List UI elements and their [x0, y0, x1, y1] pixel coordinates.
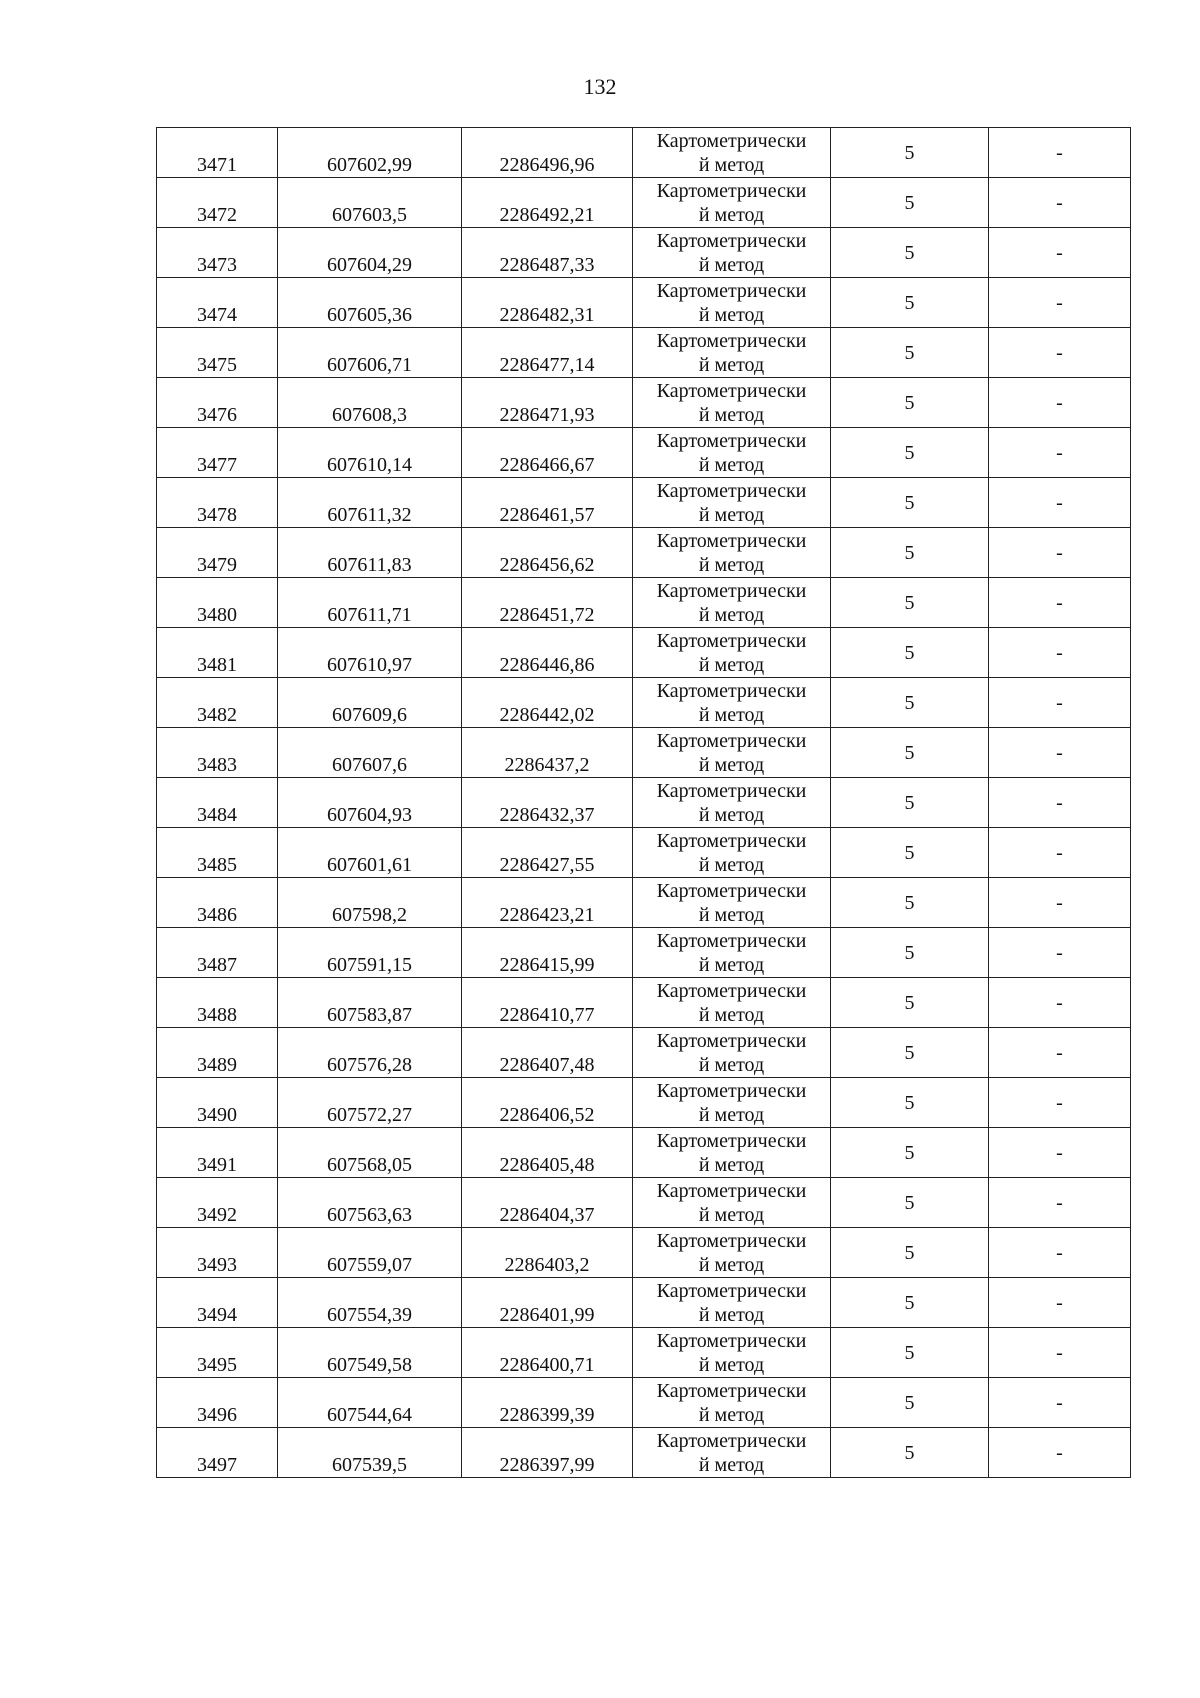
method-text-line1: Картометрически [656, 829, 807, 852]
method-cell [633, 128, 831, 178]
method-text-line2: й метод [698, 1403, 765, 1426]
note-cell: - [989, 778, 1131, 828]
accuracy-cell: 5 [831, 1028, 989, 1078]
note-cell: - [989, 328, 1131, 378]
x-coordinate-cell: 607539,5 [278, 1428, 462, 1478]
y-coordinate-cell: 2286446,86 [462, 628, 633, 678]
method-cell [633, 728, 831, 778]
y-coordinate-cell: 2286401,99 [462, 1278, 633, 1328]
y-coordinate-cell: 2286482,31 [462, 278, 633, 328]
note-cell: - [989, 678, 1131, 728]
note-cell: - [989, 1428, 1131, 1478]
x-coordinate-cell: 607554,39 [278, 1278, 462, 1328]
point-number-cell: 3491 [157, 1128, 278, 1178]
method-cell [633, 528, 831, 578]
method-text-line2: й метод [698, 1303, 765, 1326]
x-coordinate-cell: 607611,83 [278, 528, 462, 578]
method-text-line1: Картометрически [656, 1129, 807, 1152]
method-text-line2: й метод [698, 1003, 765, 1026]
point-number-cell: 3487 [157, 928, 278, 978]
note-cell: - [989, 978, 1131, 1028]
y-coordinate-cell: 2286496,96 [462, 128, 633, 178]
y-coordinate-cell: 2286400,71 [462, 1328, 633, 1378]
accuracy-cell: 5 [831, 178, 989, 228]
note-cell: - [989, 1278, 1131, 1328]
y-coordinate-cell: 2286415,99 [462, 928, 633, 978]
y-coordinate-cell: 2286461,57 [462, 478, 633, 528]
accuracy-cell: 5 [831, 1378, 989, 1428]
y-coordinate-cell: 2286406,52 [462, 1078, 633, 1128]
x-coordinate-cell: 607609,6 [278, 678, 462, 728]
y-coordinate-cell: 2286407,48 [462, 1028, 633, 1078]
table-row [157, 878, 1131, 928]
method-text-line1: Картометрически [656, 579, 807, 602]
y-coordinate-cell: 2286423,21 [462, 878, 633, 928]
note-cell: - [989, 1128, 1131, 1178]
note-cell: - [989, 878, 1131, 928]
point-number-cell: 3484 [157, 778, 278, 828]
y-coordinate-cell: 2286432,37 [462, 778, 633, 828]
note-cell: - [989, 428, 1131, 478]
method-text-line2: й метод [698, 703, 765, 726]
method-text-line1: Картометрически [656, 979, 807, 1002]
point-number-cell: 3480 [157, 578, 278, 628]
table-row [157, 578, 1131, 628]
note-cell: - [989, 278, 1131, 328]
accuracy-cell: 5 [831, 728, 989, 778]
table-row [157, 278, 1131, 328]
accuracy-cell: 5 [831, 428, 989, 478]
y-coordinate-cell: 2286404,37 [462, 1178, 633, 1228]
note-cell: - [989, 1178, 1131, 1228]
method-cell [633, 378, 831, 428]
method-text-line1: Картометрически [656, 779, 807, 802]
x-coordinate-cell: 607572,27 [278, 1078, 462, 1128]
y-coordinate-cell: 2286477,14 [462, 328, 633, 378]
table-row [157, 1228, 1131, 1278]
method-cell [633, 1228, 831, 1278]
accuracy-cell: 5 [831, 928, 989, 978]
accuracy-cell: 5 [831, 1278, 989, 1328]
x-coordinate-cell: 607604,29 [278, 228, 462, 278]
note-cell: - [989, 528, 1131, 578]
table-row [157, 1278, 1131, 1328]
y-coordinate-cell: 2286471,93 [462, 378, 633, 428]
point-number-cell: 3482 [157, 678, 278, 728]
method-cell [633, 1428, 831, 1478]
method-text-line2: й метод [698, 1153, 765, 1176]
point-number-cell: 3488 [157, 978, 278, 1028]
method-cell [633, 1328, 831, 1378]
point-number-cell: 3472 [157, 178, 278, 228]
method-text-line1: Картометрически [656, 1229, 807, 1252]
table-row [157, 528, 1131, 578]
table-row [157, 428, 1131, 478]
point-number-cell: 3495 [157, 1328, 278, 1378]
x-coordinate-cell: 607583,87 [278, 978, 462, 1028]
method-text-line1: Картометрически [656, 729, 807, 752]
method-cell [633, 878, 831, 928]
y-coordinate-cell: 2286403,2 [462, 1228, 633, 1278]
point-number-cell: 3471 [157, 128, 278, 178]
method-cell [633, 428, 831, 478]
y-coordinate-cell: 2286442,02 [462, 678, 633, 728]
accuracy-cell: 5 [831, 1328, 989, 1378]
method-cell [633, 1178, 831, 1228]
x-coordinate-cell: 607601,61 [278, 828, 462, 878]
x-coordinate-cell: 607576,28 [278, 1028, 462, 1078]
note-cell: - [989, 228, 1131, 278]
table-row [157, 1378, 1131, 1428]
method-cell [633, 1378, 831, 1428]
accuracy-cell: 5 [831, 778, 989, 828]
accuracy-cell: 5 [831, 578, 989, 628]
method-text-line2: й метод [698, 453, 765, 476]
table-row [157, 978, 1131, 1028]
table-row [157, 1028, 1131, 1078]
method-cell [633, 478, 831, 528]
x-coordinate-cell: 607568,05 [278, 1128, 462, 1178]
table-row [157, 378, 1131, 428]
x-coordinate-cell: 607611,32 [278, 478, 462, 528]
table-row [157, 228, 1131, 278]
table-row [157, 1128, 1131, 1178]
x-coordinate-cell: 607610,14 [278, 428, 462, 478]
accuracy-cell: 5 [831, 128, 989, 178]
method-text-line2: й метод [698, 753, 765, 776]
method-text-line1: Картометрически [656, 629, 807, 652]
method-text-line1: Картометрически [656, 379, 807, 402]
table-row [157, 178, 1131, 228]
x-coordinate-cell: 607608,3 [278, 378, 462, 428]
point-number-cell: 3477 [157, 428, 278, 478]
method-text-line1: Картометрически [656, 1379, 807, 1402]
accuracy-cell: 5 [831, 628, 989, 678]
point-number-cell: 3490 [157, 1078, 278, 1128]
x-coordinate-cell: 607607,6 [278, 728, 462, 778]
note-cell: - [989, 1228, 1131, 1278]
method-text-line2: й метод [698, 603, 765, 626]
point-number-cell: 3485 [157, 828, 278, 878]
accuracy-cell: 5 [831, 678, 989, 728]
method-cell [633, 278, 831, 328]
y-coordinate-cell: 2286437,2 [462, 728, 633, 778]
coordinates-table-body [157, 128, 1131, 1478]
y-coordinate-cell: 2286397,99 [462, 1428, 633, 1478]
x-coordinate-cell: 607606,71 [278, 328, 462, 378]
method-text-line2: й метод [698, 1453, 765, 1476]
note-cell: - [989, 1078, 1131, 1128]
method-cell [633, 778, 831, 828]
table-row [157, 928, 1131, 978]
method-text-line2: й метод [698, 903, 765, 926]
y-coordinate-cell: 2286427,55 [462, 828, 633, 878]
method-text-line1: Картометрически [656, 1279, 807, 1302]
method-text-line1: Картометрически [656, 529, 807, 552]
method-text-line1: Картометрически [656, 129, 807, 152]
method-cell [633, 928, 831, 978]
x-coordinate-cell: 607598,2 [278, 878, 462, 928]
method-cell [633, 678, 831, 728]
point-number-cell: 3497 [157, 1428, 278, 1478]
note-cell: - [989, 1378, 1131, 1428]
method-text-line2: й метод [698, 1053, 765, 1076]
x-coordinate-cell: 607604,93 [278, 778, 462, 828]
table-row [157, 328, 1131, 378]
method-text-line1: Картометрически [656, 1329, 807, 1352]
x-coordinate-cell: 607610,97 [278, 628, 462, 678]
method-text-line2: й метод [698, 1103, 765, 1126]
accuracy-cell: 5 [831, 378, 989, 428]
note-cell: - [989, 378, 1131, 428]
method-cell [633, 1278, 831, 1328]
method-text-line2: й метод [698, 503, 765, 526]
accuracy-cell: 5 [831, 328, 989, 378]
accuracy-cell: 5 [831, 978, 989, 1028]
table-row [157, 1428, 1131, 1478]
note-cell: - [989, 928, 1131, 978]
note-cell: - [989, 178, 1131, 228]
table-row [157, 728, 1131, 778]
note-cell: - [989, 728, 1131, 778]
method-text-line1: Картометрически [656, 1029, 807, 1052]
note-cell: - [989, 1028, 1131, 1078]
x-coordinate-cell: 607605,36 [278, 278, 462, 328]
method-cell [633, 1078, 831, 1128]
method-text-line1: Картометрически [656, 179, 807, 202]
x-coordinate-cell: 607611,71 [278, 578, 462, 628]
y-coordinate-cell: 2286466,67 [462, 428, 633, 478]
point-number-cell: 3492 [157, 1178, 278, 1228]
method-text-line2: й метод [698, 803, 765, 826]
method-cell [633, 328, 831, 378]
method-text-line2: й метод [698, 1353, 765, 1376]
point-number-cell: 3481 [157, 628, 278, 678]
y-coordinate-cell: 2286492,21 [462, 178, 633, 228]
method-text-line2: й метод [698, 953, 765, 976]
method-text-line2: й метод [698, 403, 765, 426]
y-coordinate-cell: 2286399,39 [462, 1378, 633, 1428]
method-text-line1: Картометрически [656, 879, 807, 902]
page-number: 132 [583, 74, 617, 99]
method-cell [633, 828, 831, 878]
table-row [157, 128, 1131, 178]
note-cell: - [989, 578, 1131, 628]
table-row [157, 478, 1131, 528]
method-text-line2: й метод [698, 153, 765, 176]
accuracy-cell: 5 [831, 1078, 989, 1128]
x-coordinate-cell: 607544,64 [278, 1378, 462, 1428]
x-coordinate-cell: 607602,99 [278, 128, 462, 178]
method-text-line1: Картометрически [656, 929, 807, 952]
note-cell: - [989, 128, 1131, 178]
method-cell [633, 228, 831, 278]
method-cell [633, 1128, 831, 1178]
y-coordinate-cell: 2286487,33 [462, 228, 633, 278]
note-cell: - [989, 828, 1131, 878]
accuracy-cell: 5 [831, 528, 989, 578]
point-number-cell: 3486 [157, 878, 278, 928]
table-row [157, 828, 1131, 878]
point-number-cell: 3479 [157, 528, 278, 578]
accuracy-cell: 5 [831, 1228, 989, 1278]
table-row [157, 678, 1131, 728]
accuracy-cell: 5 [831, 1428, 989, 1478]
method-text-line2: й метод [698, 353, 765, 376]
method-text-line1: Картометрически [656, 1179, 807, 1202]
note-cell: - [989, 1328, 1131, 1378]
point-number-cell: 3476 [157, 378, 278, 428]
x-coordinate-cell: 607563,63 [278, 1178, 462, 1228]
method-cell [633, 1028, 831, 1078]
x-coordinate-cell: 607603,5 [278, 178, 462, 228]
y-coordinate-cell: 2286405,48 [462, 1128, 633, 1178]
point-number-cell: 3483 [157, 728, 278, 778]
method-cell [633, 978, 831, 1028]
method-text-line1: Картометрически [656, 1429, 807, 1452]
note-cell: - [989, 478, 1131, 528]
coordinates-table [156, 127, 1131, 1478]
table-row [157, 1178, 1131, 1228]
x-coordinate-cell: 607549,58 [278, 1328, 462, 1378]
accuracy-cell: 5 [831, 478, 989, 528]
y-coordinate-cell: 2286410,77 [462, 978, 633, 1028]
x-coordinate-cell: 607559,07 [278, 1228, 462, 1278]
accuracy-cell: 5 [831, 1178, 989, 1228]
point-number-cell: 3474 [157, 278, 278, 328]
point-number-cell: 3473 [157, 228, 278, 278]
accuracy-cell: 5 [831, 878, 989, 928]
method-text-line2: й метод [698, 853, 765, 876]
method-text-line2: й метод [698, 203, 765, 226]
method-text-line1: Картометрически [656, 429, 807, 452]
accuracy-cell: 5 [831, 228, 989, 278]
accuracy-cell: 5 [831, 828, 989, 878]
method-text-line1: Картометрически [656, 229, 807, 252]
method-text-line2: й метод [698, 1203, 765, 1226]
table-row [157, 1328, 1131, 1378]
x-coordinate-cell: 607591,15 [278, 928, 462, 978]
note-cell: - [989, 628, 1131, 678]
point-number-cell: 3475 [157, 328, 278, 378]
point-number-cell: 3494 [157, 1278, 278, 1328]
method-text-line1: Картометрически [656, 679, 807, 702]
table-row [157, 778, 1131, 828]
method-text-line1: Картометрически [656, 1079, 807, 1102]
y-coordinate-cell: 2286456,62 [462, 528, 633, 578]
method-text-line2: й метод [698, 553, 765, 576]
method-text-line2: й метод [698, 253, 765, 276]
accuracy-cell: 5 [831, 1128, 989, 1178]
method-cell [633, 628, 831, 678]
method-cell [633, 178, 831, 228]
point-number-cell: 3493 [157, 1228, 278, 1278]
method-text-line2: й метод [698, 1253, 765, 1276]
method-text-line2: й метод [698, 653, 765, 676]
method-text-line1: Картометрически [656, 329, 807, 352]
point-number-cell: 3496 [157, 1378, 278, 1428]
method-text-line1: Картометрически [656, 479, 807, 502]
table-row [157, 628, 1131, 678]
table-row [157, 1078, 1131, 1128]
method-cell [633, 578, 831, 628]
method-text-line1: Картометрически [656, 279, 807, 302]
method-text-line2: й метод [698, 303, 765, 326]
point-number-cell: 3478 [157, 478, 278, 528]
accuracy-cell: 5 [831, 278, 989, 328]
y-coordinate-cell: 2286451,72 [462, 578, 633, 628]
point-number-cell: 3489 [157, 1028, 278, 1078]
